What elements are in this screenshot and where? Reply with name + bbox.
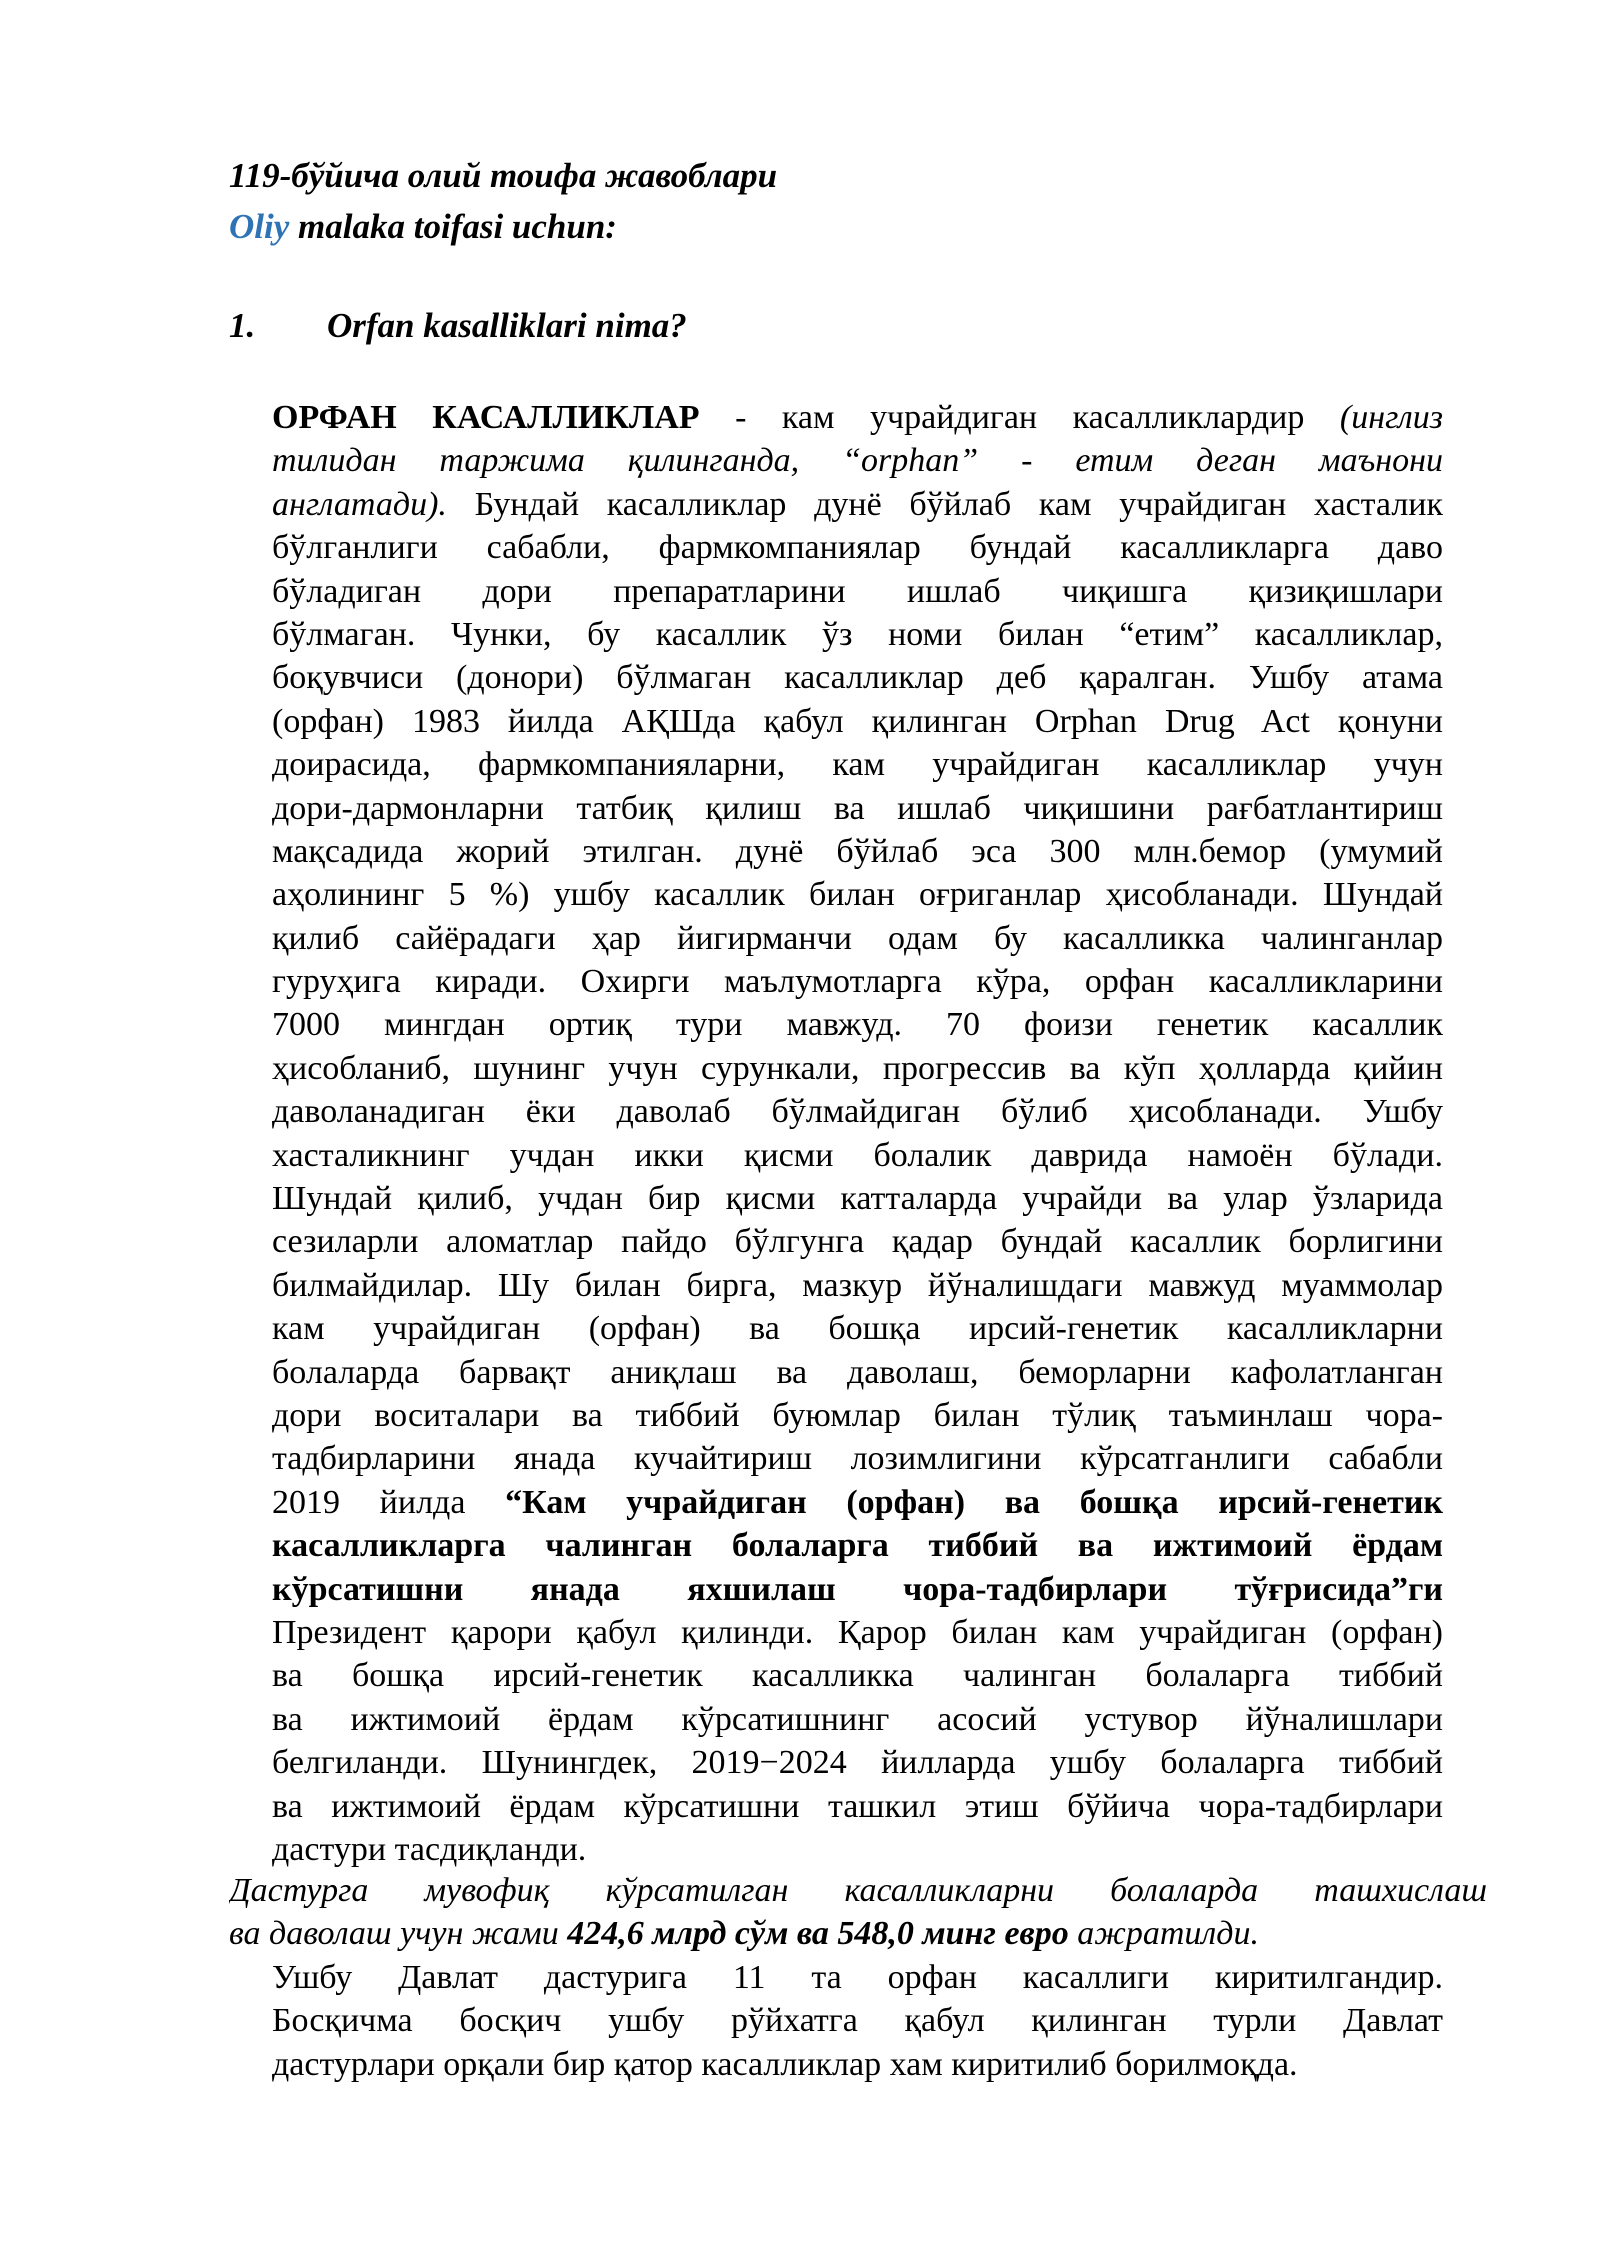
answer-line: сезиларли аломатлар пайдо бўлгунга қадар бундай касаллик борлигини: [272, 1223, 1443, 1261]
question-number: 1.: [229, 306, 256, 345]
answer-line: бўлмаган. Чунки, бу касаллик ўз номи билан “етим” касалликлар,: [272, 615, 1443, 653]
answer-line: касалликларга чалинган болаларга тиббий ва ижтимоий ёрдам: [272, 1527, 1443, 1565]
answer-line: кўрсатишни янада яхшилаш чора-тадбирлари тўғрисида”ги: [272, 1570, 1443, 1608]
answer-line: мақсадида жорий этилган. дунё бўйлаб эса 300 млн.бемор (умумий: [272, 832, 1443, 870]
answer-line: [272, 483, 1443, 526]
answer-text: Бундай касалликлар дунё бўйлаб кам учрайдиган хасталик: [446, 485, 1443, 523]
answer-line: дори-дармонларни татбиқ қилиш ва ишлаб чиқишини рағбатлантириш: [272, 789, 1443, 827]
answer-line: ва ижтимоий ёрдам кўрсатишнинг асосий устувор йўналишлари: [272, 1700, 1443, 1738]
answer-line: даволанадиган ёки даволаб бўлмайдиган бўлиб ҳисобланади. Ушбу: [272, 1093, 1443, 1131]
answer-italic: (инглиз: [1339, 399, 1443, 436]
answer-line: ҳисобланиб, шунинг учун сурункали, прогрессив ва кўп ҳолларда қийин: [272, 1049, 1443, 1087]
answer-line: ва бошқа ирсий-генетик касалликка чалинган болаларга тиббий: [272, 1657, 1443, 1695]
question-text: Orfan kasalliklari nima?: [327, 306, 687, 345]
answer-text: - кам учрайдиган касалликлардир: [699, 399, 1340, 436]
answer-line: хасталикнинг учдан икки қисми болалик даврида намоён бўлади.: [272, 1136, 1443, 1174]
funding-line: [229, 1912, 1487, 1955]
funding-line: Дастурга мувофиқ кўрсатилган касалликларни болаларда ташхислаш: [229, 1872, 1487, 1909]
closing-line: Ушбу Давлат дастурига 11 та орфан касаллиги киритилгандир.: [272, 1959, 1443, 1996]
answer-line: (орфан) 1983 йилда АҚШда қабул қилинган Orphan Drug Act қонуни: [272, 702, 1443, 740]
answer-line: доирасида, фармкомпанияларни, кам учрайдиган касалликлар учун: [272, 746, 1443, 784]
answer-paragraph: [272, 396, 1443, 1871]
question-heading: [229, 302, 687, 350]
answer-line: қилиб сайёрадаги ҳар йигирманчи одам бу касалликка чалинганлар: [272, 919, 1443, 957]
answer-line: белгиланди. Шунингдек, 2019−2024 йилларда ушбу болаларга тиббий: [272, 1744, 1443, 1782]
answer-text: 2019 йилда: [272, 1483, 506, 1521]
answer-line: аҳолининг 5 %) ушбу касаллик билан оғриганлар ҳисобланади. Шундай: [272, 876, 1443, 914]
answer-line: бўлганлиги сабабли, фармкомпаниялар бундай касалликларга даво: [272, 529, 1443, 567]
answer-line: тадбирларини янада кучайтириш лозимлигини кўрсатганлиги сабабли: [272, 1440, 1443, 1478]
answer-line: гуруҳига киради. Охирги маълумотларга кўра, орфан касалликларини: [272, 963, 1443, 1001]
answer-italic: англатади).: [272, 485, 447, 523]
header-line-1: 119-бўйича олий тоифа жавоблари: [229, 156, 778, 195]
answer-line: билмайдилар. Шу билан бирга, мазкур йўналишдаги мавжуд муаммолар: [272, 1266, 1443, 1304]
term-bold: ОРФАН КАСАЛЛИКЛАР: [272, 399, 700, 436]
answer-line: тилидан таржима қилинганда, “orphan” - етим деган маънони: [272, 442, 1443, 480]
funding-amount: 424,6 млрд сўм ва 548,0 минг евро: [567, 1915, 1069, 1953]
answer-line: болаларда барвақт аниқлаш ва даволаш, беморларни кафолатланган: [272, 1353, 1443, 1391]
funding-text: ажратилди.: [1068, 1915, 1259, 1953]
answer-line: дастури тасдиқланди.: [272, 1830, 587, 1868]
closing-line: дастурлари орқали бир қатор касалликлар хам киритилиб борилмоқда.: [272, 2045, 1298, 2083]
answer-line: Шундай қилиб, учдан бир қисми катталарда учрайди ва улар ўзларида: [272, 1180, 1443, 1218]
header-line-2-rest: malaka toifasi uchun:: [289, 207, 617, 246]
answer-line: 7000 мингдан ортиқ тури мавжуд. 70 фоизи генетик касаллик: [272, 1006, 1443, 1044]
closing-paragraph: [272, 1956, 1443, 2086]
header-line-2: [229, 203, 617, 251]
funding-text: ва даволаш учун жами: [229, 1915, 568, 1953]
closing-line: Босқичма босқич ушбу рўйхатга қабул қилинган турли Давлат: [272, 2002, 1443, 2040]
answer-line: [272, 1481, 1443, 1524]
funding-paragraph: [229, 1869, 1487, 1956]
header-accent-word: Oliy: [229, 207, 290, 246]
answer-line: дори воситалари ва тиббий буюмлар билан тўлиқ таъминлаш чора-: [272, 1396, 1443, 1434]
answer-line: Президент қарори қабул қилинди. Қарор билан кам учрайдиган (орфан): [272, 1613, 1443, 1651]
answer-line: бўладиган дори препаратларини ишлаб чиқишга қизиқишлари: [272, 572, 1443, 610]
answer-line: кам учрайдиган (орфан) ва бошқа ирсий-генетик касалликларни: [272, 1310, 1443, 1348]
answer-line: боқувчиси (донори) бўлмаган касалликлар деб қаралган. Ушбу атама: [272, 659, 1443, 697]
decree-title-bold: “Кам учрайдиган (орфан) ва бошқа ирсий-генетик: [505, 1483, 1443, 1521]
answer-line: ва ижтимоий ёрдам кўрсатишни ташкил этиш бўйича чора-тадбирлари: [272, 1787, 1443, 1825]
answer-line: [272, 396, 1443, 439]
